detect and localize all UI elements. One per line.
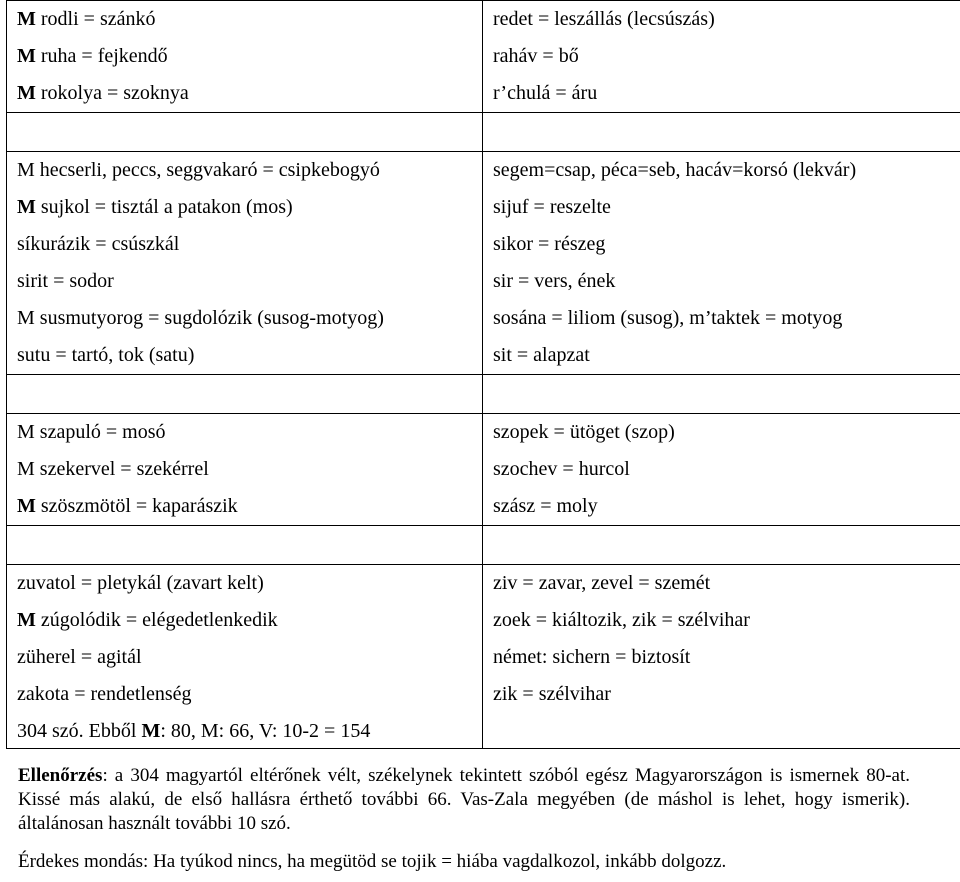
separator-row: [7, 113, 960, 152]
origin-marker: M: [17, 196, 36, 218]
hungarian-word-entry: [17, 189, 482, 226]
check-text: : a 304 magyartól eltérőnek vélt, székelynek tekintett szóból egész Magyarországon is ismernek 80-at. Kissé más alakú, de első hallásra érthető további 66. Vas-Zala megyében (de máshol is lehet, hogy ismerik). általánosan használt további 10 szó.: [18, 765, 910, 834]
hungarian-word-text: sirit = sodor: [17, 270, 114, 292]
hungarian-word-text: rodli = szánkó: [40, 8, 156, 30]
glossary-row: [7, 152, 960, 375]
glossary-page: [6, 0, 958, 749]
hungarian-word-entry: [17, 565, 482, 602]
hebrew-word-entry: szopek = ütöget (szop): [493, 421, 675, 443]
origin-marker: M: [17, 609, 36, 631]
check-paragraph: [18, 764, 910, 836]
hebrew-word-cell: [483, 565, 960, 749]
hebrew-word-entry: zik = szélvihar: [493, 683, 611, 705]
hebrew-word-entry: zoek = kiáltozik, zik = szélvihar: [493, 609, 750, 631]
hungarian-word-entry: [17, 639, 482, 676]
separator-row: [7, 526, 960, 565]
separator-cell: [483, 526, 960, 565]
hungarian-word-text: susmutyorog = sugdolózik (susog-motyog): [39, 307, 384, 329]
origin-marker: M: [17, 307, 35, 329]
hungarian-word-entry: [17, 152, 482, 189]
hebrew-word-entry: sit = alapzat: [493, 344, 590, 366]
hungarian-word-entry: [17, 602, 482, 639]
hungarian-word-entry: [17, 1, 482, 38]
hungarian-word-entry: [17, 676, 482, 713]
hungarian-word-text: szekervel = szekérrel: [39, 458, 209, 480]
hungarian-word-text: zúgolódik = elégedetlenkedik: [40, 609, 278, 631]
summary-marker: M: [141, 720, 161, 742]
hungarian-word-entry: [17, 226, 482, 263]
separator-cell: [7, 113, 483, 152]
hebrew-word-entry: német: sichern = biztosít: [493, 646, 691, 668]
word-count-summary: [17, 713, 482, 748]
origin-marker: M: [17, 495, 36, 517]
hungarian-word-entry: [17, 414, 482, 451]
origin-marker: M: [17, 421, 35, 443]
check-label: Ellenőrzés: [18, 765, 103, 786]
hungarian-word-entry: [17, 337, 482, 374]
origin-marker: M: [17, 159, 35, 181]
hungarian-word-cell: [7, 1, 483, 113]
hungarian-word-text: síkurázik = csúszkál: [17, 233, 180, 255]
glossary-row: [7, 414, 960, 526]
hebrew-word-entry: sijuf = reszelte: [493, 196, 611, 218]
separator-cell: [7, 526, 483, 565]
hungarian-word-text: sujkol = tisztál a patakon (mos): [40, 196, 293, 218]
hungarian-word-text: zakota = rendetlenség: [17, 683, 192, 705]
summary-text: 304 szó. Ebből: [17, 720, 137, 742]
hebrew-word-entry: r’chulá = áru: [493, 82, 598, 104]
hungarian-word-cell: [7, 152, 483, 375]
glossary-row: [7, 565, 960, 749]
hungarian-word-text: hecserli, peccs, seggvakaró = csipkebogyó: [39, 159, 380, 181]
origin-marker: M: [17, 82, 36, 104]
hungarian-word-text: sutu = tartó, tok (satu): [17, 344, 195, 366]
hungarian-word-text: zuvatol = pletykál (zavart kelt): [17, 572, 264, 594]
hungarian-word-entry: [17, 488, 482, 525]
hebrew-word-cell: [483, 1, 960, 113]
summary-counts: : 80, M: 66, V: 10-2 = 154: [160, 720, 371, 742]
hungarian-word-entry: [17, 75, 482, 112]
hungarian-word-text: szöszmötöl = kaparászik: [40, 495, 238, 517]
hungarian-word-cell: [7, 565, 483, 749]
separator-cell: [483, 113, 960, 152]
notes-section: [18, 764, 910, 874]
hungarian-word-text: züherel = agitál: [17, 646, 142, 668]
hebrew-word-entry: segem=csap, péca=seb, hacáv=korsó (lekvár): [493, 159, 857, 181]
hebrew-word-entry: sir = vers, ének: [493, 270, 616, 292]
hungarian-word-text: rokolya = szoknya: [40, 82, 189, 104]
hungarian-word-text: szapuló = mosó: [39, 421, 166, 443]
hungarian-word-cell: [7, 414, 483, 526]
hebrew-word-entry: raháv = bő: [493, 45, 579, 67]
hebrew-word-entry: sosána = liliom (susog), m’taktek = motyog: [493, 307, 843, 329]
hungarian-word-entry: [17, 263, 482, 300]
hebrew-word-entry: sikor = részeg: [493, 233, 606, 255]
hebrew-word-entry: szász = moly: [493, 495, 598, 517]
hebrew-word-cell: [483, 152, 960, 375]
separator-cell: [483, 375, 960, 414]
origin-marker: M: [17, 458, 35, 480]
separator-row: [7, 375, 960, 414]
hungarian-word-entry: [17, 300, 482, 337]
hebrew-word-entry: ziv = zavar, zevel = szemét: [493, 572, 711, 594]
saying-paragraph: Érdekes mondás: Ha tyúkod nincs, ha megütöd se tojik = hiába vagdalkozol, inkább dolgozz.: [18, 851, 727, 872]
hebrew-word-entry: redet = leszállás (lecsúszás): [493, 8, 715, 30]
origin-marker: M: [17, 45, 36, 67]
separator-cell: [7, 375, 483, 414]
origin-marker: M: [17, 8, 36, 30]
glossary-table: [6, 0, 960, 749]
hebrew-word-entry: szochev = hurcol: [493, 458, 630, 480]
glossary-row: [7, 1, 960, 113]
hungarian-word-entry: [17, 38, 482, 75]
hebrew-word-cell: [483, 414, 960, 526]
hungarian-word-text: ruha = fejkendő: [40, 45, 168, 67]
hungarian-word-entry: [17, 451, 482, 488]
